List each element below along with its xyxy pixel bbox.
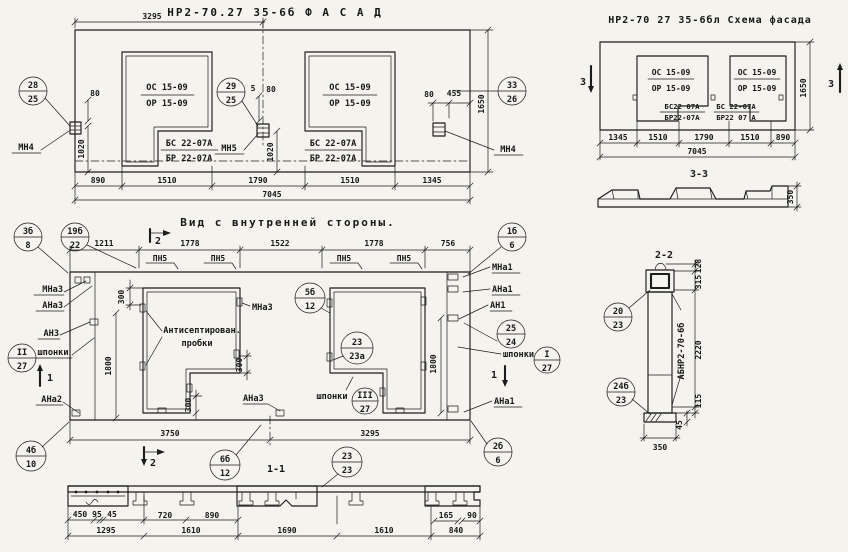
callout-num: 1б xyxy=(506,227,518,237)
label-ana3: АНа3 xyxy=(42,301,63,311)
window-mark-os: ОС 15-09 xyxy=(146,83,188,93)
callout-III-27 xyxy=(316,377,378,415)
label-pn5: ПН5 xyxy=(336,254,352,263)
sill-mark-br: БР 22-07А xyxy=(309,154,357,164)
label-mna3: МНа3 xyxy=(252,303,273,313)
inner-labels-left xyxy=(8,281,94,413)
dim: 1295 xyxy=(96,526,116,535)
label-pn5: ПН5 xyxy=(152,254,168,263)
inner-label-ana3-bottom xyxy=(243,394,284,416)
callout-23-23a xyxy=(333,332,373,364)
callout-num: 29 xyxy=(225,82,237,92)
callout-sheet: 6 xyxy=(509,241,515,251)
window-mark-os: ОС 15-09 xyxy=(651,68,691,77)
callout-I-27 xyxy=(534,347,560,374)
callout-num: 19б xyxy=(67,227,83,237)
section-1-1-dims-top xyxy=(65,510,483,524)
callout-num: 33 xyxy=(506,81,518,91)
dim-300: 300 xyxy=(117,289,126,305)
callout-2b-6 xyxy=(471,421,512,466)
callout-num: 3б xyxy=(22,227,34,237)
dim-1800: 1800 xyxy=(429,354,438,374)
note-line-2: пробки xyxy=(181,339,213,349)
label-shponki: шпонки xyxy=(37,348,69,358)
callout-5b-12 xyxy=(295,283,330,313)
schema-dim-row-total xyxy=(597,147,798,160)
inner-view xyxy=(8,216,560,471)
dim: 720 xyxy=(157,511,173,520)
dim-3295: 3295 xyxy=(142,12,162,21)
callout-6b-12 xyxy=(210,425,261,480)
dim-350: 350 xyxy=(652,443,668,452)
window-mark-os: ОС 15-09 xyxy=(329,83,371,93)
dim-80: 80 xyxy=(424,90,434,99)
sill-mark-bs: БС 22-07А xyxy=(309,139,357,149)
facade-view xyxy=(12,6,526,204)
label-mn4-right: МН4 xyxy=(500,145,516,155)
label-mn5: МН5 xyxy=(221,144,237,154)
dim: 1790 xyxy=(248,176,268,185)
dim: 1510 xyxy=(157,176,177,185)
section-2-2-title: 2-2 xyxy=(654,250,674,261)
facade-window-right xyxy=(305,52,395,166)
dim-80: 80 xyxy=(90,89,100,98)
dim: 1211 xyxy=(94,239,114,248)
window-mark-os: ОС 15-09 xyxy=(737,68,777,77)
sill-mark: БС 22-07А xyxy=(716,102,756,111)
callout-sheet: 10 xyxy=(25,460,37,470)
section-mark-2-top xyxy=(150,229,171,247)
section-mark-label: 3 xyxy=(827,79,835,90)
dim-315: 315 xyxy=(694,274,703,290)
dim-300: 300 xyxy=(184,397,193,413)
facade-dim-row-total xyxy=(72,190,473,203)
section-3-3-dim xyxy=(786,182,801,211)
callout-num: 4б xyxy=(25,446,37,456)
lifting-loop xyxy=(655,263,666,270)
inner-labels-right xyxy=(458,223,560,412)
label-shponki: шпонки xyxy=(316,392,348,402)
dim: 1790 xyxy=(694,133,714,142)
section-1-1-title: 1-1 xyxy=(266,464,286,475)
dim: 450 xyxy=(72,510,88,519)
dim: 165 xyxy=(438,511,454,520)
section-mark-1-right xyxy=(491,366,508,387)
callout-20-23 xyxy=(604,290,650,331)
sill-mark-br: БР 22-07А xyxy=(165,154,213,164)
dim: 1510 xyxy=(740,133,760,142)
section-mark-label: 2 xyxy=(154,236,162,247)
schema-window-right xyxy=(714,56,786,122)
inner-title: Вид с внутренней стороны. xyxy=(180,216,396,229)
dim-455: 455 xyxy=(446,89,462,98)
callout-24b-23 xyxy=(607,378,650,414)
callout-sheet: 12 xyxy=(304,302,316,312)
inner-small-dims xyxy=(104,280,444,421)
dim-1800: 1800 xyxy=(104,356,113,376)
label-an1: АН1 xyxy=(490,301,506,311)
label-ana1: АНа1 xyxy=(494,397,515,407)
callout-num: 20 xyxy=(612,307,624,317)
facade-small-dims xyxy=(77,27,493,175)
section-mark-3-right xyxy=(828,63,843,92)
callout-II-27 xyxy=(8,344,36,372)
dim: 1345 xyxy=(422,176,442,185)
sill-mark: БР22-07А xyxy=(664,113,700,122)
panel-mark-vertical: АБНР2-70-6б xyxy=(677,322,687,380)
callout-33-26 xyxy=(455,77,526,105)
dim: 1610 xyxy=(181,526,201,535)
dim-45: 45 xyxy=(675,420,684,430)
section-3-3-profile xyxy=(598,186,788,207)
label-ana2: АНа2 xyxy=(41,395,62,405)
callout-3b-8 xyxy=(14,223,68,273)
callout-num: 5б xyxy=(304,288,316,298)
window-mark-or: ОР 15-09 xyxy=(737,84,777,93)
callout-num: 23 xyxy=(341,452,353,462)
facade-title: НР2-70.27 35-6б Ф А С А Д xyxy=(167,6,383,19)
sill-mark: БР22 07 А xyxy=(716,113,756,122)
callout-num: 25 xyxy=(505,324,517,334)
dim: 890 xyxy=(204,511,220,520)
callout-sheet: 27 xyxy=(359,405,371,415)
callout-num: III xyxy=(357,391,373,401)
callout-sheet: 25 xyxy=(225,96,237,106)
callout-num: 23 xyxy=(351,338,363,348)
callout-sheet: 8 xyxy=(25,241,31,251)
dim: 90 xyxy=(467,511,477,520)
callout-sheet: 23 xyxy=(615,396,627,406)
dim-300: 300 xyxy=(235,357,244,373)
callout-23-23 xyxy=(322,447,362,487)
label-shponki: шпонки xyxy=(503,350,535,360)
label-mna3: МНа3 xyxy=(42,285,63,295)
dim-350: 350 xyxy=(786,189,795,205)
callout-28-25 xyxy=(19,77,70,126)
dim: 45 xyxy=(107,510,117,519)
inner-label-mna3-window xyxy=(242,303,273,313)
window-mark-or: ОР 15-09 xyxy=(651,84,691,93)
window-mark-or: ОР 15-09 xyxy=(146,99,188,109)
dim-1650: 1650 xyxy=(477,94,486,114)
dim: 840 xyxy=(448,526,464,535)
callout-sheet: 23а xyxy=(349,352,365,362)
dim-5: 5 xyxy=(250,84,256,93)
label-pn5: ПН5 xyxy=(396,254,412,263)
section-1-1-profile xyxy=(68,486,480,506)
section-3-3 xyxy=(598,169,801,211)
callout-num: 6б xyxy=(219,455,231,465)
sill-mark: БС22 07А xyxy=(664,102,700,111)
label-mn4-left: МН4 xyxy=(18,143,34,153)
callout-4b-10 xyxy=(16,422,69,471)
inner-window-left xyxy=(143,288,240,413)
facade-window-left xyxy=(122,52,218,166)
section-2-2 xyxy=(604,250,703,452)
dim: 95 xyxy=(92,510,102,519)
callout-num: 24б xyxy=(613,382,629,392)
callout-sheet: 23 xyxy=(612,321,624,331)
dim: 1778 xyxy=(180,239,200,248)
section-2-2-body xyxy=(644,263,676,422)
schema-view xyxy=(580,14,843,160)
dim: 1510 xyxy=(340,176,360,185)
dim-80: 80 xyxy=(266,85,276,94)
callout-sheet: 27 xyxy=(541,364,553,374)
schema-title: НР2-70 27 35-6бл Схема фасада xyxy=(608,15,812,26)
inner-edge-strips xyxy=(95,272,447,420)
section-3-3-title: 3-3 xyxy=(689,169,709,180)
section-mark-label: 1 xyxy=(46,373,54,384)
dim-2220: 2220 xyxy=(694,340,703,360)
section-1-1 xyxy=(65,425,483,540)
sill-mark-bs: БС 22-07А xyxy=(165,139,213,149)
section-mark-label: 2 xyxy=(149,458,157,469)
dim: 1778 xyxy=(364,239,384,248)
dim-115: 115 xyxy=(694,393,703,409)
section-mark-label: 1 xyxy=(490,370,498,381)
label-ana1: АНа1 xyxy=(492,285,513,295)
dim: 1522 xyxy=(270,239,290,248)
dim: 1345 xyxy=(608,133,628,142)
callout-sheet: 24 xyxy=(505,338,517,348)
dim: 890 xyxy=(90,176,106,185)
dim-1020: 1020 xyxy=(77,139,86,159)
label-an3: АН3 xyxy=(43,329,59,339)
schema-window-left xyxy=(637,56,708,122)
section-mark-2-bottom xyxy=(141,447,165,469)
dim: 756 xyxy=(440,239,456,248)
note-line-1: Антисептирован. xyxy=(163,326,241,336)
callout-num: 2б xyxy=(492,442,504,452)
inner-pn5-labels xyxy=(146,254,422,269)
inner-dim-row-top xyxy=(67,239,473,272)
dim: 3295 xyxy=(360,429,380,438)
plug-note xyxy=(146,311,241,365)
dim-total: 7045 xyxy=(262,190,282,199)
dim-128: 128 xyxy=(694,258,703,274)
callout-sheet: 23 xyxy=(341,466,353,476)
dim-total: 7045 xyxy=(687,147,707,156)
callout-sheet: 27 xyxy=(16,362,28,372)
dim: 3750 xyxy=(160,429,180,438)
callout-num: II xyxy=(16,348,28,358)
callout-sheet: 22 xyxy=(69,241,81,251)
dim-1020: 1020 xyxy=(266,142,275,162)
section-mark-3-left xyxy=(580,66,594,93)
label-pn5: ПН5 xyxy=(210,254,226,263)
callout-25-24 xyxy=(464,320,525,348)
section-mark-label: 3 xyxy=(579,77,587,88)
callout-sheet: 25 xyxy=(27,95,39,105)
callout-num: 28 xyxy=(27,81,39,91)
dim: 1690 xyxy=(277,526,297,535)
callout-num: I xyxy=(544,350,550,360)
section-mark-1-left xyxy=(37,364,53,386)
label-mna1: МНа1 xyxy=(492,263,513,273)
label-ana3: АНа3 xyxy=(243,394,264,404)
dim-1650: 1650 xyxy=(799,78,808,98)
callout-sheet: 6 xyxy=(495,456,501,466)
dim: 1610 xyxy=(374,526,394,535)
callout-sheet: 26 xyxy=(506,95,518,105)
dim: 1510 xyxy=(648,133,668,142)
callout-sheet: 12 xyxy=(219,469,231,479)
window-mark-or: ОР 15-09 xyxy=(329,99,371,109)
dim: 890 xyxy=(775,133,791,142)
schema-dim-height xyxy=(795,39,814,133)
